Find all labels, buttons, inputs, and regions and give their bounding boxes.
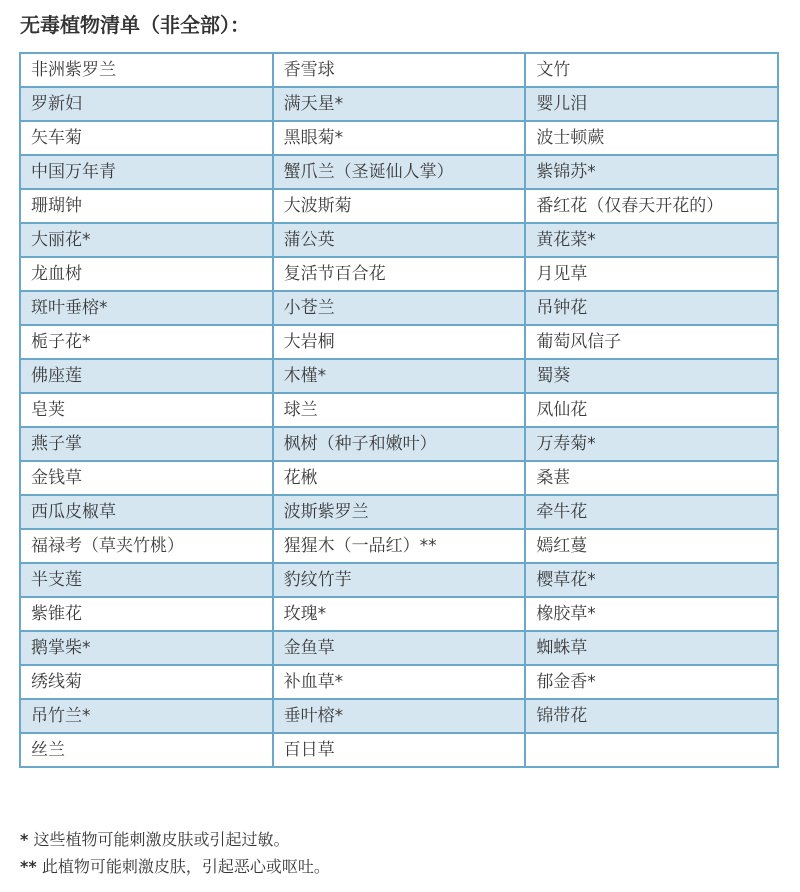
table-cell: 栀子花* bbox=[20, 325, 273, 359]
table-cell-empty bbox=[525, 733, 778, 767]
footnote-mark: ** bbox=[20, 857, 37, 876]
table-cell: 猩猩木（一品红）** bbox=[273, 529, 526, 563]
table-cell: 锦带花 bbox=[525, 699, 778, 733]
table-cell: 木槿* bbox=[273, 359, 526, 393]
table-cell: 蜘蛛草 bbox=[525, 631, 778, 665]
table-cell: 凤仙花 bbox=[525, 393, 778, 427]
table-row bbox=[20, 563, 778, 597]
table-cell: 万寿菊* bbox=[525, 427, 778, 461]
table-cell: 小苍兰 bbox=[273, 291, 526, 325]
table-row bbox=[20, 529, 778, 563]
table-cell: 蟹爪兰（圣诞仙人掌） bbox=[273, 155, 526, 189]
table-cell: 婴儿泪 bbox=[525, 87, 778, 121]
table-row bbox=[20, 665, 778, 699]
table-cell: 垂叶榕* bbox=[273, 699, 526, 733]
table-cell: 橡胶草* bbox=[525, 597, 778, 631]
table-row bbox=[20, 87, 778, 121]
table-cell: 丝兰 bbox=[20, 733, 273, 767]
table-cell: 吊竹兰* bbox=[20, 699, 273, 733]
table-cell: 金鱼草 bbox=[273, 631, 526, 665]
table-cell: 鹅掌柴* bbox=[20, 631, 273, 665]
table-cell: 佛座莲 bbox=[20, 359, 273, 393]
table-cell: 嫣红蔓 bbox=[525, 529, 778, 563]
table-row bbox=[20, 699, 778, 733]
table-row bbox=[20, 121, 778, 155]
table-cell: 斑叶垂榕* bbox=[20, 291, 273, 325]
table-row bbox=[20, 461, 778, 495]
footnote-text: 这些植物可能刺激皮肤或引起过敏。 bbox=[28, 830, 290, 849]
table-row bbox=[20, 631, 778, 665]
table-cell: 百日草 bbox=[273, 733, 526, 767]
footnotes bbox=[20, 826, 330, 880]
table-cell: 福禄考（草夹竹桃） bbox=[20, 529, 273, 563]
table-cell: 矢车菊 bbox=[20, 121, 273, 155]
footnote-text: 此植物可能刺激皮肤，引起恶心或呕吐。 bbox=[36, 857, 330, 876]
table-cell: 蒲公英 bbox=[273, 223, 526, 257]
table-cell: 紫锥花 bbox=[20, 597, 273, 631]
table-cell: 燕子掌 bbox=[20, 427, 273, 461]
table-cell: 球兰 bbox=[273, 393, 526, 427]
table-cell: 大波斯菊 bbox=[273, 189, 526, 223]
table-cell: 番红花（仅春天开花的） bbox=[525, 189, 778, 223]
table-cell: 月见草 bbox=[525, 257, 778, 291]
table-cell: 复活节百合花 bbox=[273, 257, 526, 291]
table-row bbox=[20, 189, 778, 223]
footnote-nausea bbox=[20, 853, 330, 880]
table-cell: 樱草花* bbox=[525, 563, 778, 597]
table-cell: 龙血树 bbox=[20, 257, 273, 291]
table-row bbox=[20, 291, 778, 325]
table-row bbox=[20, 733, 778, 767]
table-cell: 罗新妇 bbox=[20, 87, 273, 121]
table-cell: 补血草* bbox=[273, 665, 526, 699]
footnote-mark: * bbox=[20, 830, 29, 849]
table-cell: 玫瑰* bbox=[273, 597, 526, 631]
table-cell: 香雪球 bbox=[273, 53, 526, 87]
table-row bbox=[20, 325, 778, 359]
table-cell: 黑眼菊* bbox=[273, 121, 526, 155]
table-cell: 波士顿蕨 bbox=[525, 121, 778, 155]
table-cell: 非洲紫罗兰 bbox=[20, 53, 273, 87]
table-cell: 牵牛花 bbox=[525, 495, 778, 529]
table-cell: 大岩桐 bbox=[273, 325, 526, 359]
plant-table-body bbox=[20, 53, 778, 767]
table-cell: 蜀葵 bbox=[525, 359, 778, 393]
table-cell: 花楸 bbox=[273, 461, 526, 495]
table-cell: 满天星* bbox=[273, 87, 526, 121]
table-cell: 半支莲 bbox=[20, 563, 273, 597]
page-title: 无毒植物清单（非全部）： bbox=[20, 13, 250, 37]
plant-table bbox=[19, 52, 779, 768]
table-row bbox=[20, 495, 778, 529]
table-row bbox=[20, 155, 778, 189]
table-cell: 珊瑚钟 bbox=[20, 189, 273, 223]
table-cell: 大丽花* bbox=[20, 223, 273, 257]
table-row bbox=[20, 393, 778, 427]
table-row bbox=[20, 427, 778, 461]
table-cell: 金钱草 bbox=[20, 461, 273, 495]
table-cell: 紫锦苏* bbox=[525, 155, 778, 189]
table-cell: 吊钟花 bbox=[525, 291, 778, 325]
table-cell: 桑葚 bbox=[525, 461, 778, 495]
table-cell: 枫树（种子和嫩叶） bbox=[273, 427, 526, 461]
table-cell: 郁金香* bbox=[525, 665, 778, 699]
footnote-irritant bbox=[20, 826, 330, 853]
table-row bbox=[20, 257, 778, 291]
table-cell: 中国万年青 bbox=[20, 155, 273, 189]
table-cell: 波斯紫罗兰 bbox=[273, 495, 526, 529]
table-row bbox=[20, 223, 778, 257]
table-row bbox=[20, 53, 778, 87]
table-cell: 皂荚 bbox=[20, 393, 273, 427]
table-cell: 葡萄风信子 bbox=[525, 325, 778, 359]
table-row bbox=[20, 597, 778, 631]
table-cell: 黄花菜* bbox=[525, 223, 778, 257]
table-cell: 西瓜皮椒草 bbox=[20, 495, 273, 529]
table-cell: 绣线菊 bbox=[20, 665, 273, 699]
table-cell: 豹纹竹芋 bbox=[273, 563, 526, 597]
table-row bbox=[20, 359, 778, 393]
table-cell: 文竹 bbox=[525, 53, 778, 87]
